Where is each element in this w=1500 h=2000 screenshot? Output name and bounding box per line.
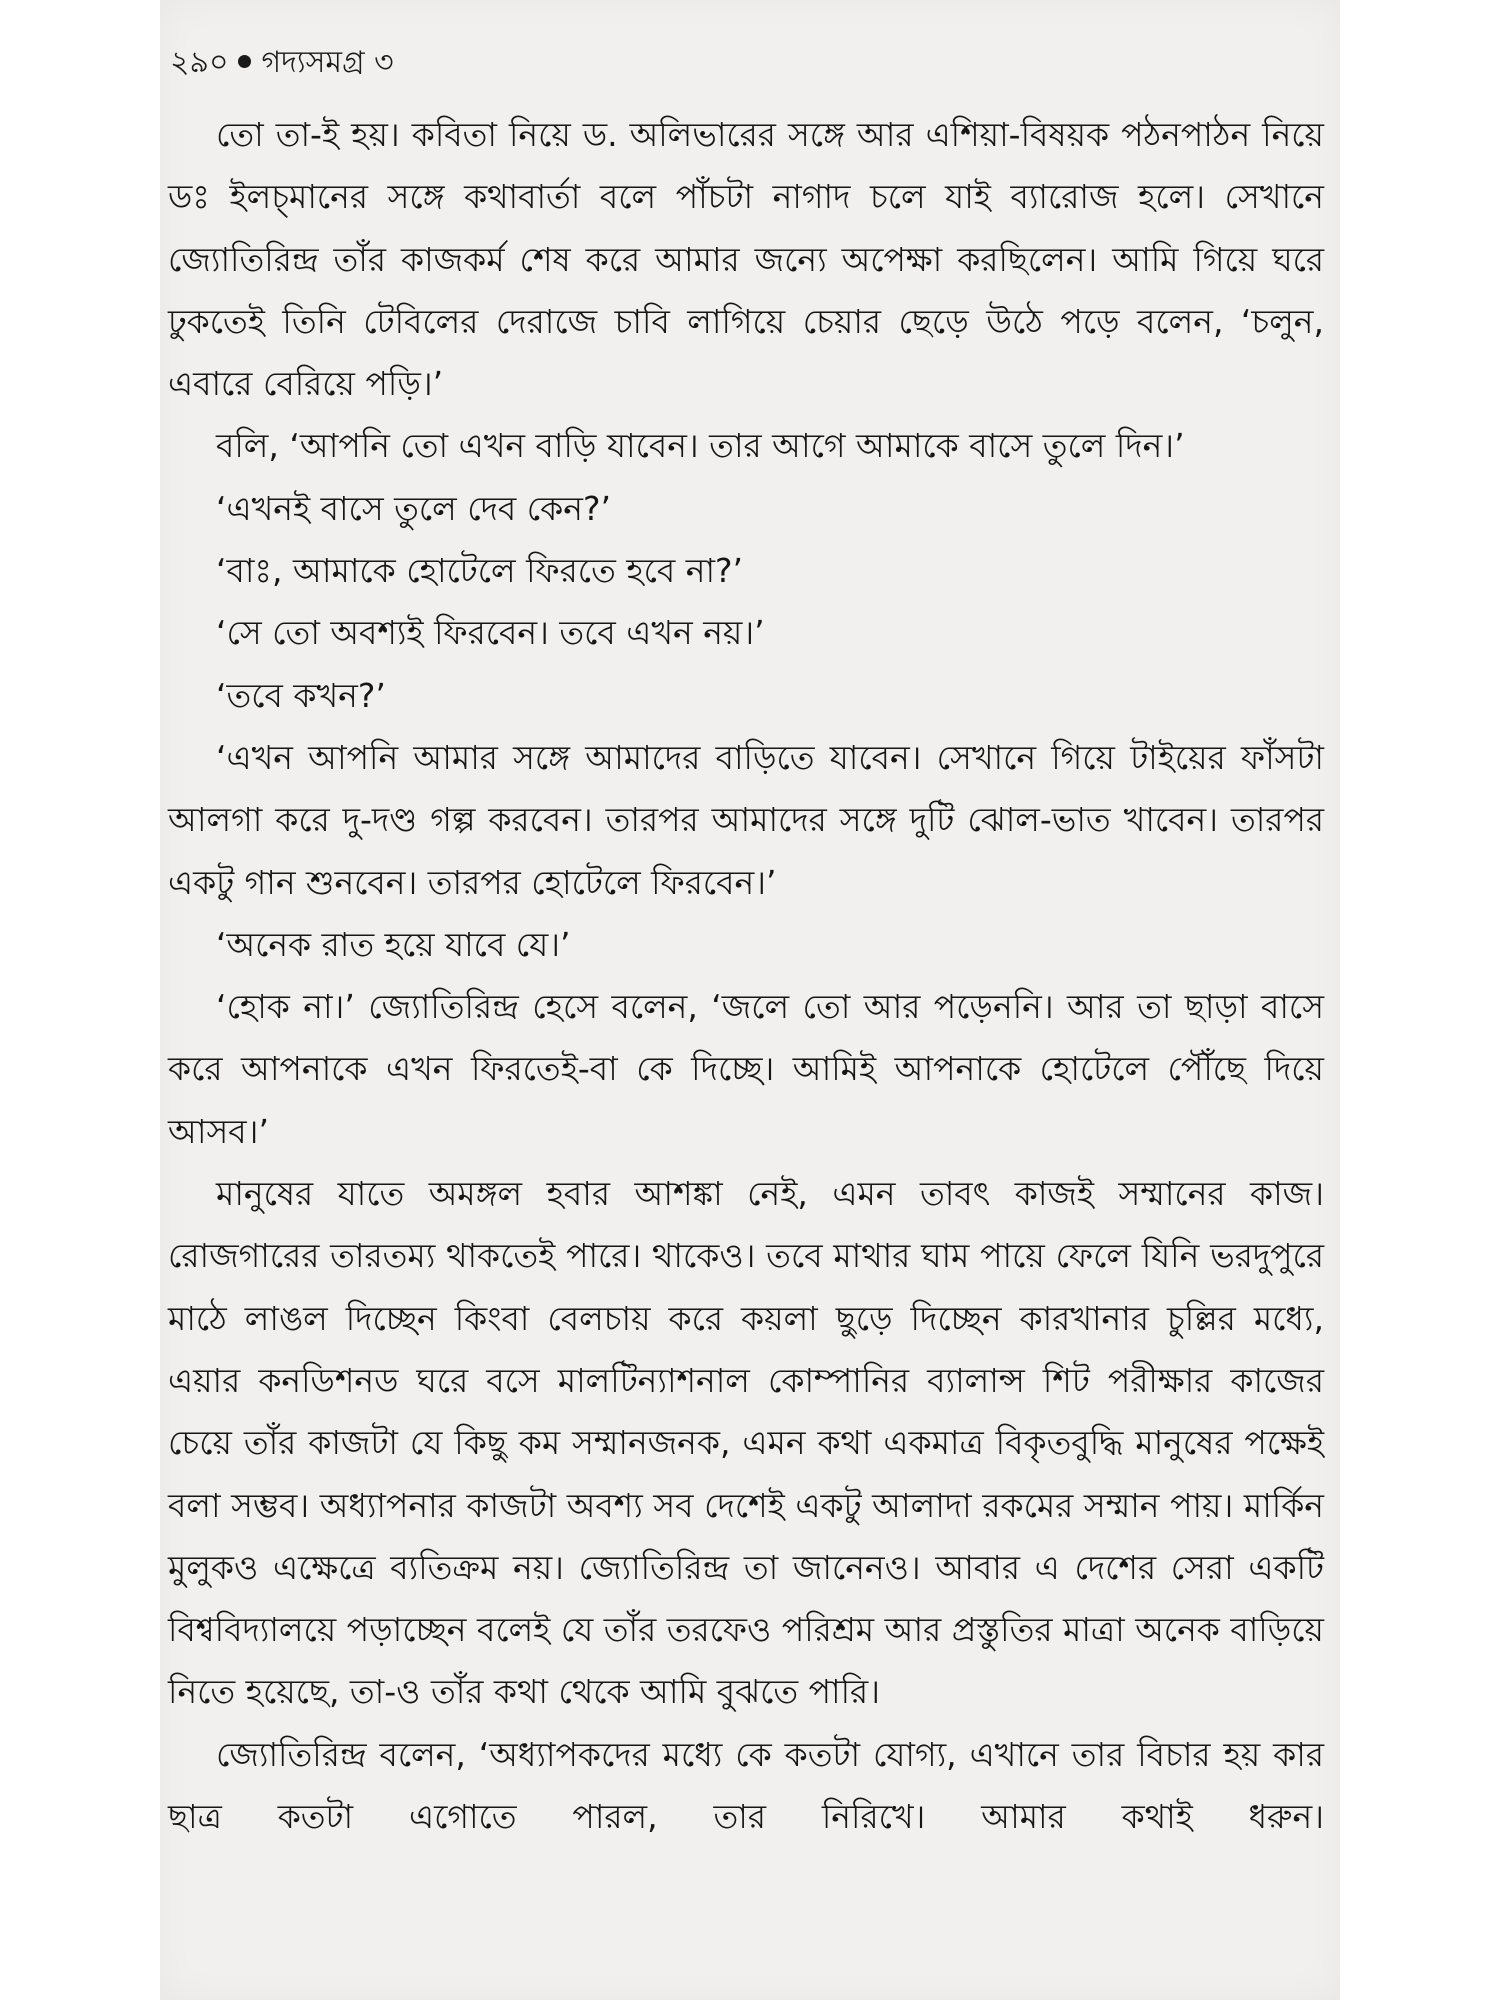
dialogue-line-2: ‘বাঃ, আমাকে হোটেলে ফিরতে হবে না?’ (216, 551, 744, 591)
paragraph-6: জ্যোতিরিন্দ্র বলেন, ‘অধ্যাপকদের মধ্যে কে কতটা যোগ্য, এখানে তার বিচার হয় কার ছাত্র কতটা এগোতে পারল, তার নিরিখে। আমার কথাই ধরুন। (168, 1734, 1324, 1837)
running-header (170, 38, 394, 89)
paragraph-1: তো তা-ই হয়। কবিতা নিয়ে ড. অলিভারের সঙ্গে আর এশিয়া-বিষয়ক পঠনপাঠন নিয়ে ডঃ ইলচ্মানের সঙ্গে কথাবার্তা বলে পাঁচটা নাগাদ চলে যাই ব্যারোজ হলে। সেখানে জ্যোতিরিন্দ্র তাঁর কাজকর্ম শেষ করে আমার জন্যে অপেক্ষা করছিলেন। আমি গিয়ে ঘরে ঢুকতেই তিনি টেবিলের দেরাজে চাবি লাগিয়ে চেয়ার ছেড়ে উঠে পড়ে বলেন, ‘চলুন, এবারে বেরিয়ে পড়ি।’ (168, 115, 1324, 404)
dialogue-line-5: ‘অনেক রাত হয়ে যাবে যে।’ (216, 924, 571, 964)
dialogue-line-3: ‘সে তো অবশ্যই ফিরবেন। তবে এখন নয়।’ (216, 613, 765, 653)
paragraph-3: ‘এখন আপনি আমার সঙ্গে আমাদের বাড়িতে যাবেন। সেখানে গিয়ে টাইয়ের ফাঁসটা আলগা করে দু-দণ্ড গল্প করবেন। তারপর আমাদের সঙ্গে দুটি ঝোল-ভাত খাবেন। তারপর একটু গান শুনবেন। তারপর হোটেলে ফিরবেন।’ (168, 737, 1324, 902)
dialogue-line-1: ‘এখনই বাসে তুলে দেব কেন?’ (216, 488, 611, 528)
page-number: ২৯০ (170, 45, 229, 80)
bullet-separator-icon (238, 55, 251, 68)
page-body (168, 104, 1324, 1848)
paragraph-5: মানুষের যাতে অমঙ্গল হবার আশঙ্কা নেই, এমন তাবৎ কাজই সম্মানের কাজ। রোজগারের তারতম্য থাকতেই পারে। থাকেও। তবে মাথার ঘাম পায়ে ফেলে যিনি ভরদুপুরে মাঠে লাঙল দিচ্ছেন কিংবা বেলচায় করে কয়লা ছুড়ে দিচ্ছেন কারখানার চুল্লির মধ্যে, এয়ার কনডিশনড ঘরে বসে মালটিন্যাশনাল কোম্পানির ব্যালান্স শিট পরীক্ষার কাজের চেয়ে তাঁর কাজটা যে কিছু কম সম্মানজনক, এমন কথা একমাত্র বিকৃতবুদ্ধি মানুষের পক্ষেই বলা সম্ভব। অধ্যাপনার কাজটা অবশ্য সব দেশেই একটু আলাদা রকমের সম্মান পায়। মার্কিন মুলুকও এক্ষেত্রে ব্যতিক্রম নয়। জ্যোতিরিন্দ্র তা জানেনও। আবার এ দেশের সেরা একটি বিশ্ববিদ্যালয়ে পড়াচ্ছেন বলেই যে তাঁর তরফেও পরিশ্রম আর প্রস্তুতির মাত্রা অনেক বাড়িয়ে নিতে হয়েছে, তা-ও তাঁর কথা থেকে আমি বুঝতে পারি। (168, 1174, 1324, 1712)
book-title: গদ্যসমগ্র ৩ (261, 45, 394, 80)
paragraph-2: বলি, ‘আপনি তো এখন বাড়ি যাবেন। তার আগে আমাকে বাসে তুলে দিন।’ (216, 426, 1185, 466)
dialogue-line-4: ‘তবে কখন?’ (216, 675, 386, 715)
paragraph-4: ‘হোক না।’ জ্যোতিরিন্দ্র হেসে বলেন, ‘জলে তো আর পড়েননি। আর তা ছাড়া বাসে করে আপনাকে এখন ফিরতেই-বা কে দিচ্ছে। আমিই আপনাকে হোটেলে পৌঁছে দিয়ে আসব।’ (168, 987, 1324, 1151)
